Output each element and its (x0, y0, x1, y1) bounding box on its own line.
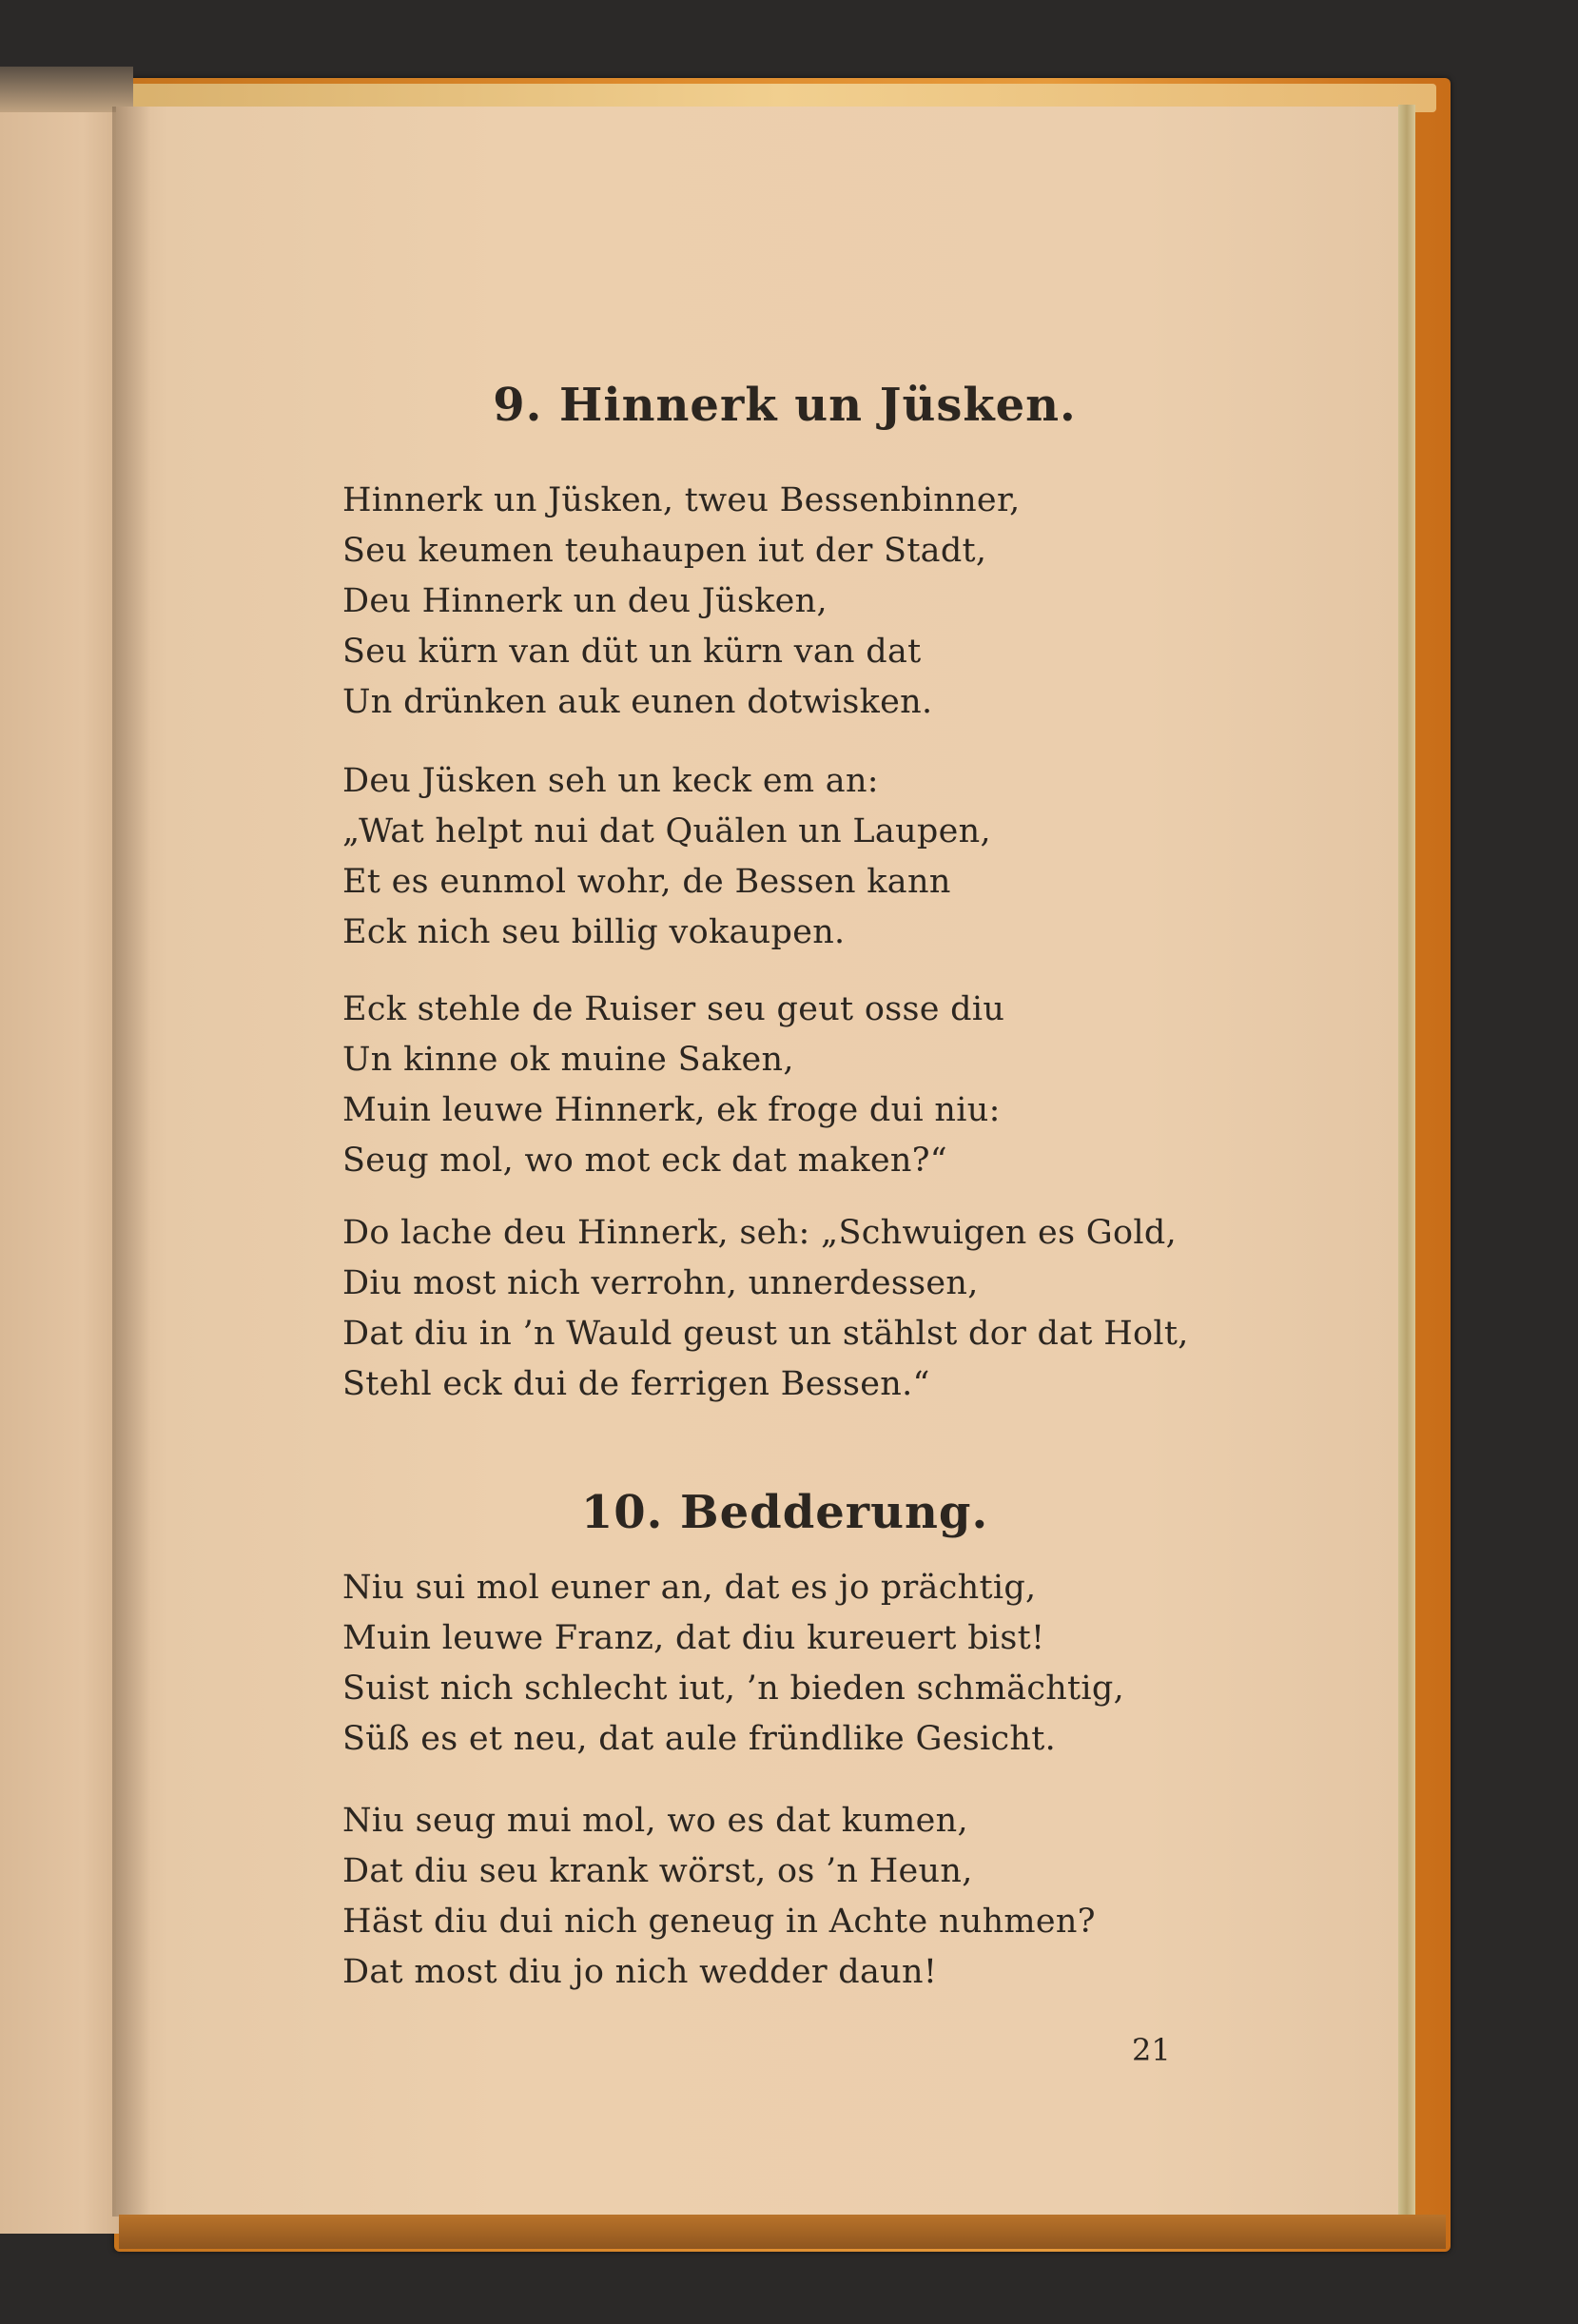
verse-line: Hinnerk un Jüsken, tweu Bessenbinner, (342, 481, 1021, 519)
verse-line: „Wat helpt nui dat Quälen un Laupen, (342, 812, 991, 850)
verse-line: Un drünken auk eunen dotwisken. (342, 683, 933, 721)
verse-line: Eck stehle de Ruiser seu geut osse diu (342, 990, 1005, 1028)
poem-9-stanza-2 (342, 756, 991, 958)
poem-10-stanza-1 (342, 1563, 1124, 1765)
cover-bottom-edge (119, 2215, 1446, 2249)
verse-line: Deu Hinnerk un deu Jüsken, (342, 582, 828, 620)
verse-line: Seug mol, wo mot eck dat maken?“ (342, 1142, 947, 1180)
verse-line: Seu keumen teuhaupen iut der Stadt, (342, 532, 987, 570)
verse-line: Muin leuwe Hinnerk, ek froge dui niu: (342, 1091, 1001, 1129)
verse-line: Dat diu seu krank wörst, os ’n Heun, (342, 1852, 973, 1890)
verse-line: Dat diu in ’n Wauld geust un stählst dor dat Holt, (342, 1315, 1189, 1353)
poem-9-stanza-4 (342, 1208, 1189, 1410)
verse-line: Seu kürn van düt un kürn van dat (342, 633, 922, 671)
verse-line: Un kinne ok muine Saken, (342, 1041, 794, 1079)
verse-line: Eck nich seu billig vokaupen. (342, 913, 846, 951)
verse-line: Do lache deu Hinnerk, seh: „Schwuigen es Gold, (342, 1214, 1178, 1252)
verse-line: Stehl eck dui de ferrigen Bessen.“ (342, 1365, 930, 1403)
verse-line: Muin leuwe Franz, dat diu kureuert bist! (342, 1619, 1045, 1657)
poem-10-stanza-2 (342, 1796, 1096, 1998)
gutter-shadow (112, 107, 150, 2217)
verse-line: Häst diu dui nich geneug in Achte nuhmen? (342, 1903, 1096, 1941)
poem-10-title: 10. Bedderung. (580, 1486, 989, 1539)
poem-9-stanza-3 (342, 985, 1004, 1186)
verse-line: Niu sui mol euner an, dat es jo prächtig, (342, 1569, 1037, 1607)
verse-line: Süß es et neu, dat aule fründlike Gesicht. (342, 1720, 1057, 1758)
verse-line: Dat most diu jo nich wedder daun! (342, 1953, 938, 1991)
verse-line: Deu Jüsken seh un keck em an: (342, 762, 879, 800)
verse-line: Diu most nich verrohn, unnerdessen, (342, 1264, 979, 1302)
poem-9-stanza-1 (342, 476, 1021, 728)
poem-9-title: 9. Hinnerk un Jüsken. (493, 379, 1077, 432)
page-number: 21 (1132, 2032, 1171, 2068)
verse-line: Et es eunmol wohr, de Bessen kann (342, 863, 951, 901)
verse-line: Niu seug mui mol, wo es dat kumen, (342, 1802, 968, 1840)
verse-line: Suist nich schlecht iut, ’n bieden schmächtig, (342, 1670, 1125, 1708)
